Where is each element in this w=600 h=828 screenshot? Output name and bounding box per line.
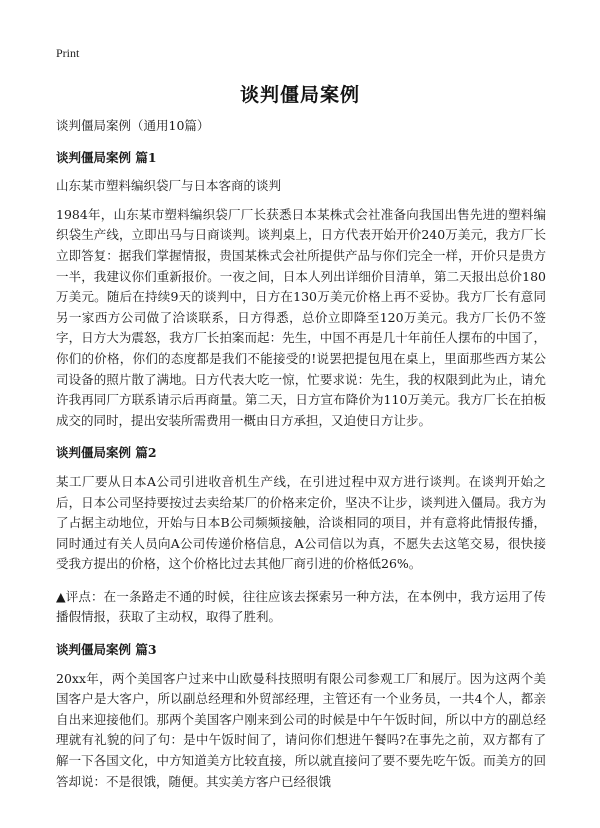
section-heading: 谈判僵局案例 篇3 bbox=[56, 642, 157, 658]
commentary-paragraph: ▲评点：在一条路走不通的时候，往往应该去探索另一种方法，在本例中，我方运用了传播假情报，获取了主动权，取得了胜利。 bbox=[56, 588, 546, 625]
print-link[interactable]: Print bbox=[56, 46, 80, 60]
section-heading: 谈判僵局案例 篇2 bbox=[56, 445, 157, 461]
paragraph: 1984年，山东某市塑料编织袋厂厂长获悉日本某株式会社准备向我国出售先进的塑料编织袋生产线，立即出马与日商谈判。谈判桌上，日方代表开始开价240万美元，我方厂长立即答复：据我们掌握情报，贵国某株式会社所提供产品与你们完全一样，开价只是贵方一半，我建议你们重新报价。一夜之间，日本人列出详细价目清单，第二天报出总价180万美元。随后在持续9天的谈判中，日方在130万美元价格上再不妥协。我方厂长有意同另一家西方公司做了洽谈联系，日方得悉，总价立即降至120万美元。我方厂长仍不签字，日方大为震怒，我方厂长拍案而起：先生，中国不再是几十年前任人摆布的中国了，你们的价格，你们的态度都是我们不能接受的!说罢把提包甩在桌上，里面那些西方某公司设备的照片散了满地。日方代表大吃一惊，忙要求说：先生，我的权限到此为止，请允许我再同厂方联系请示后再商量。第二天，日方宣布降价为110万美元。我方厂长在拍板成交的同时，提出安装所需费用一概由日方承担，又迫使日方让步。 bbox=[56, 206, 546, 428]
document-body bbox=[56, 116, 546, 804]
section-1 bbox=[56, 148, 546, 432]
document-subtitle: 谈判僵局案例（通用10篇） bbox=[56, 118, 210, 133]
section-heading: 谈判僵局案例 篇1 bbox=[56, 149, 157, 165]
page-title: 谈判僵局案例 bbox=[239, 84, 360, 106]
section-3 bbox=[56, 640, 546, 792]
paragraph: 某工厂要从日本A公司引进收音机生产线，在引进过程中双方进行谈判。在谈判开始之后，日本公司坚持要按过去卖给某厂的价格来定价，坚决不让步，谈判进入僵局。我方为了占据主动地位，开始与日本B公司频频接触，洽谈相同的项目，并有意将此情报传播，同时通过有关人员向A公司传递价格信息，A公司信以为真，不愿失去这笔交易，很快接受我方提出的价格，这个价格比过去其他厂商引进的价格低26%。 bbox=[56, 473, 546, 572]
paragraph: 20xx年，两个美国客户过来中山欧曼科技照明有限公司参观工厂和展厅。因为这两个美国客户是大客户，所以副总经理和外贸部经理，主管还有一个业务员，一共4个人，都亲自出来迎接他们。那两个美国客户刚来到公司的时候是中午午饭时间，所以中方的副总经理就有礼貌的问了句：是中午饭时间了，请问你们想进午餐吗?在事先之前，双方都有了解一下各国文化，中方知道美方比较直接，所以就直接问了要不要先吃午饭。而美方的回答却说：不是很饿，随便。其实美方客户已经很饿 bbox=[56, 670, 546, 789]
section-intro: 山东某市塑料编织袋厂与日本客商的谈判 bbox=[56, 178, 282, 194]
section-2 bbox=[56, 443, 546, 628]
